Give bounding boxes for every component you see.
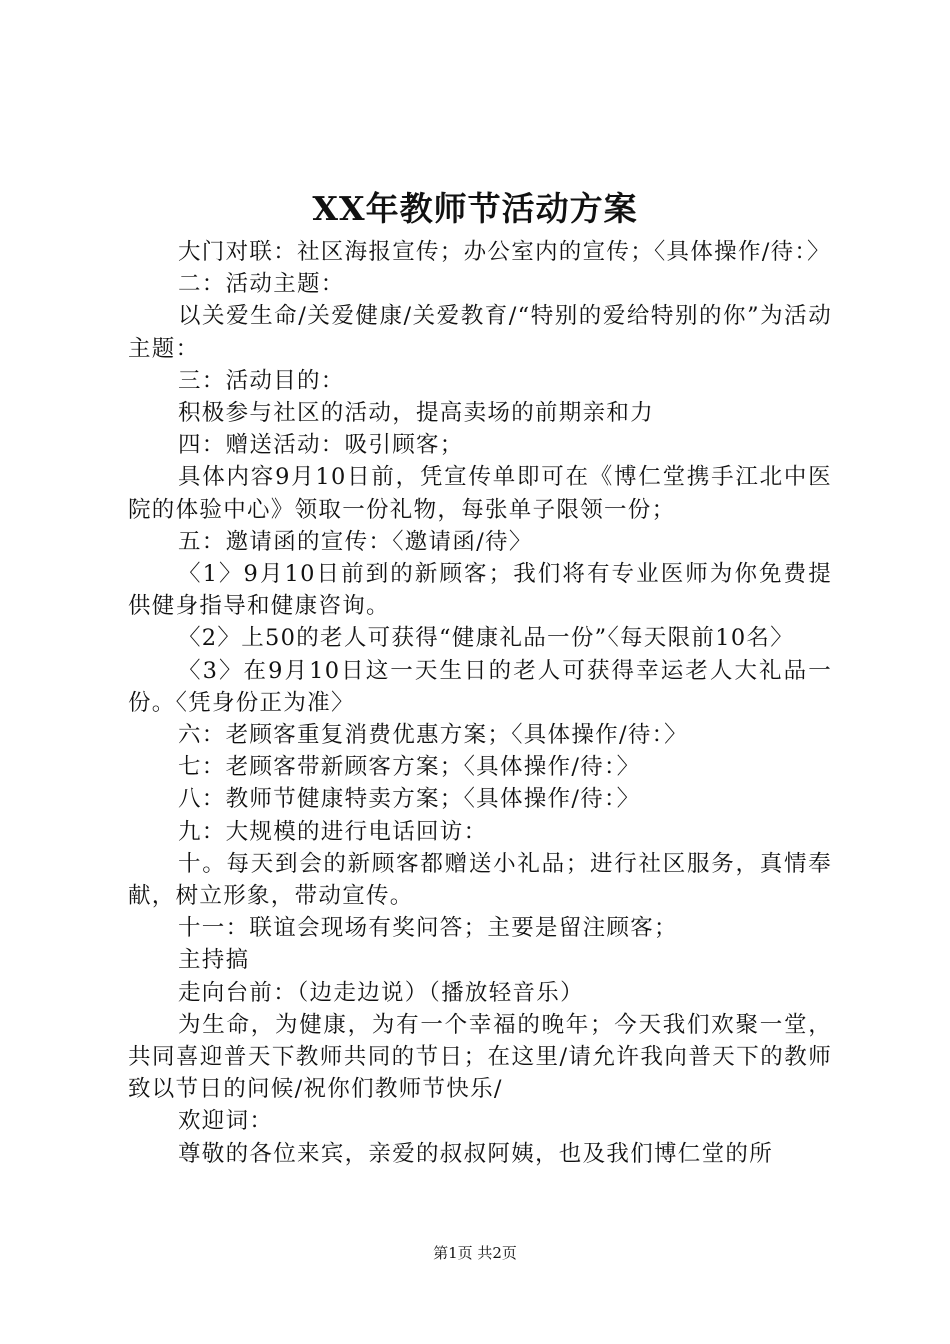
page-footer	[0, 1242, 950, 1264]
paragraph: 欢迎词：	[178, 1108, 274, 1135]
paragraph: 八：教师节健康特卖方案；〈具体操作/待：〉	[178, 786, 641, 813]
document-title: XX年教师节活动方案	[312, 189, 638, 228]
paragraph: 十。每天到会的新顾客都赠送小礼品；进行社区服务，真情奉献，树立形象，带动宣传。	[128, 850, 832, 910]
paragraph: 〈2〉上50的老人可获得“健康礼品一份”〈每天限前10名〉	[178, 625, 795, 652]
paragraph: 尊敬的各位来宾，亲爱的叔叔阿姨，也及我们博仁堂的所	[178, 1140, 774, 1167]
paragraph: 六：老顾客重复消费优惠方案；〈具体操作/待：〉	[178, 722, 688, 749]
paragraph: 十一：联谊会现场有奖问答；主要是留注顾客；	[178, 915, 678, 942]
paragraph: 二：活动主题：	[178, 271, 345, 298]
paragraph: 〈3〉在9月10日这一天生日的老人可获得幸运老人大礼品一份。〈凭身份正为准〉	[128, 657, 832, 716]
paragraph: 以关爱生命/关爱健康/关爱教育/“特别的爱给特别的你”为活动主题：	[128, 303, 832, 362]
paragraph: 四：赠送活动：吸引顾客；	[178, 432, 464, 459]
paragraph: 具体内容9月10日前，凭宣传单即可在《博仁堂携手江北中医院的体验中心》领取一份礼物，每张单子限领一份；	[128, 464, 832, 523]
document-body	[128, 236, 832, 1170]
paragraph: 五：邀请函的宣传：〈邀请函/待〉	[178, 528, 533, 555]
paragraph: 主持搞	[178, 947, 250, 974]
paragraph: 大门对联：社区海报宣传；办公室内的宣传；〈具体操作/待：〉	[178, 239, 831, 265]
paragraph: 九：大规模的进行电话回访：	[178, 818, 488, 845]
paragraph: 七：老顾客带新顾客方案；〈具体操作/待：〉	[178, 754, 641, 781]
paragraph: 为生命，为健康，为有一个幸福的晚年；今天我们欢聚一堂，共同喜迎普天下教师共同的节日；在这里/请允许我向普天下的教师致以节日的问候/祝你们教师节快乐/	[128, 1011, 832, 1103]
paragraph: 三：活动目的：	[178, 367, 345, 394]
paragraph: 积极参与社区的活动，提高卖场的前期亲和力	[178, 400, 655, 427]
paragraph: 走向台前：（边走边说）（播放轻音乐）	[178, 979, 584, 1006]
paragraph: 〈1〉9月10日前到的新顾客；我们将有专业医师为你免费提供健身指导和健康咨询。	[128, 561, 832, 620]
page-number: 第1页 共2页	[433, 1244, 517, 1262]
